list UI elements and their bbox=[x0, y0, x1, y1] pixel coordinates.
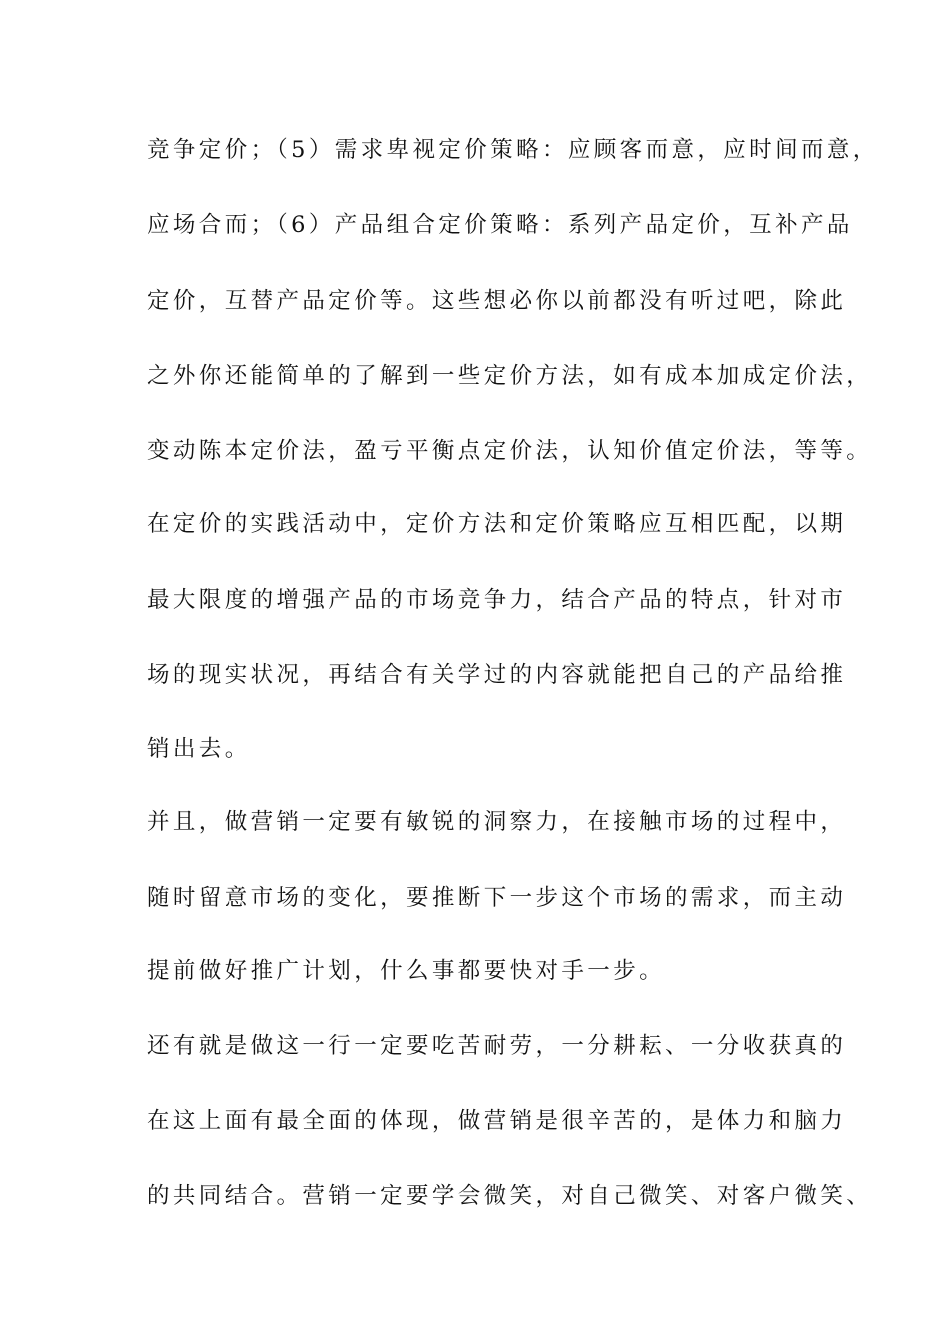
text-line: 应场合而；（6）产品组合定价策略：系列产品定价，互补产品 bbox=[147, 212, 853, 238]
text-line: 在这上面有最全面的体现，做营销是很辛苦的，是体力和脑力 bbox=[147, 1108, 847, 1134]
text-line: 在定价的实践活动中，定价方法和定价策略应互相匹配，以期 bbox=[147, 511, 847, 537]
text-line: 之外你还能简单的了解到一些定价方法，如有成本加成定价法， bbox=[147, 363, 873, 389]
text-line: 定价，互替产品定价等。这些想必你以前都没有听过吧，除此 bbox=[147, 288, 847, 314]
text-line: 的共同结合。营销一定要学会微笑，对自己微笑、对客户微笑、 bbox=[147, 1183, 873, 1209]
text-line: 随时留意市场的变化，要推断下一步这个市场的需求，而主动 bbox=[147, 885, 847, 911]
text-line: 竞争定价；（5）需求卑视定价策略：应顾客而意，应时间而意， bbox=[147, 137, 879, 163]
text-line: 并且，做营销一定要有敏锐的洞察力，在接触市场的过程中， bbox=[147, 809, 847, 835]
text-line: 变动陈本定价法，盈亏平衡点定价法，认知价值定价法，等等。 bbox=[147, 438, 873, 464]
text-line: 场的现实状况，再结合有关学过的内容就能把自己的产品给推 bbox=[147, 662, 847, 688]
text-line: 销出去。 bbox=[147, 736, 251, 762]
text-line: 最大限度的增强产品的市场竞争力，结合产品的特点，针对市 bbox=[147, 587, 847, 613]
text-line: 提前做好推广计划，什么事都要快对手一步。 bbox=[147, 958, 666, 984]
text-line: 还有就是做这一行一定要吃苦耐劳，一分耕耘、一分收获真的 bbox=[147, 1033, 847, 1059]
